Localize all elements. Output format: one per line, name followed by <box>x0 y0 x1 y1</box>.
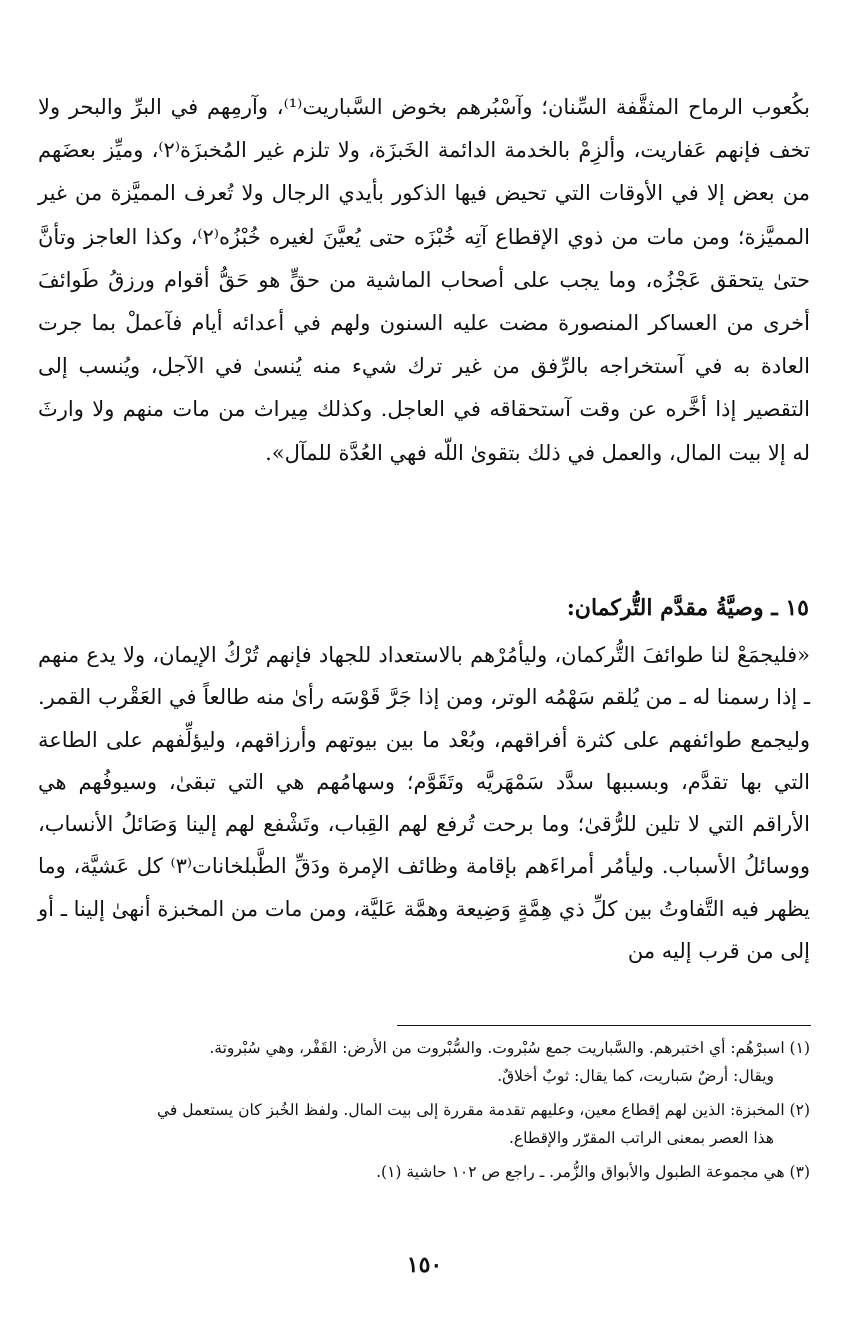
footnote-2-line-1: (٢) المخبزة: الذين لهم إقطاع معين، وعليهم تقدمة مقررة إلى بيت المال. ولفظ الخُبز كان يستعمل في <box>156 1101 810 1119</box>
footnote-2 <box>38 1096 810 1152</box>
footnote-1-line-1: (١) اسبرْهُم: أي اختبرهم. والسَّباريت جمع سُبْروت. والسُّبْروت من الأرض: القَفْر، وهي سُبْروتة. <box>209 1039 810 1057</box>
footnote-3 <box>38 1158 810 1186</box>
section-heading: ١٥ ـ وصيَّةُ مقدَّم التُّركمان: <box>566 595 809 621</box>
footnote-1-line-2: ويقال: أرضٌ سَباريت، كما يقال: ثوبٌ أخلاقٌ. <box>497 1067 774 1085</box>
footnote-1 <box>38 1034 810 1090</box>
page-number: ١٥٠ <box>406 1252 443 1278</box>
section-paragraph <box>38 634 810 972</box>
footnotes <box>38 1034 810 1192</box>
footnote-divider <box>397 1025 811 1026</box>
footnote-3-line-1: (٣) هي مجموعة الطبول والأبواق والزُّمر. ـ راجع ص ١٠٢ حاشية (١). <box>376 1163 810 1181</box>
main-paragraph <box>38 86 810 475</box>
footnote-2-line-2: هذا العصر بمعنى الراتب المقرّر والإقطاع. <box>508 1129 774 1147</box>
section-paragraph-text: «فليجمَعْ لنا طوائفَ التُّركمان، وليأمُرْهم بالاستعداد للجهاد فإنهم تُرْكُ الإيمان، ولا يدع منهم ـ إذا رسمنا له ـ من يُلقم سَهْمُه الوتر، ومن إذا جَرَّ قَوْسَه رأىٰ منه طالعاً في العَقْرب القمر. وليجمع طوائفهم على كثرة أفراقهم، وبُعْد ما بين بيوتهم وأرزاقهم، وليؤلِّفهم على الطاعة التي بها تقدَّم، وبسببها سدَّد سَمْهَريَّه وتَقَوَّم؛ وسهامُهم هي التي تبقىٰ، وسيوفُهم هي الأراقم التي لا تلين للرُّقىٰ؛ وما برحت تُرفع لهم القِباب، وتَشْفع لهم إلينا وَصَائلُ الأنساب، ووسائلُ الأسباب. وليأمُر أمراءَهم بإقامة وظائف الإمرة ودَقِّ الطَّبلخانات⁽٣⁾ كل عَشيَّة، وما يظهر فيه التَّفاوتُ بين كلِّ ذي هِمَّةٍ وَضِيعة وهمَّة عَليَّة، ومن مات من المخبزة أنهىٰ إلينا ـ أو إلى من قرب إليه من <box>38 643 811 964</box>
paragraph-text: بكُعوب الرماح المثقَّفة السِّنان؛ وآسْبُرهم بخوض السَّباريت⁽¹⁾، وآرمِهم في البرِّ والبحر ولا تخف فإنهم عَفاريت، وألزِمْ بالخدمة الدائمة الخَبزَة، ولا تلزم غير المُخبزَة⁽٢⁾، وميِّز بعضَهم من بعض إلا في الأوقات التي تحيض فيها الذكور بأيدي الرجال ولا تُعرف المميَّزة من غير المميَّزة؛ ومن مات من ذوي الإقطاع آتِه خُبْزَه حتى يُعيَّنَ لغيره خُبْزُه⁽٢⁾، وكذا العاجز وتأنَّ حتىٰ يتحقق عَجْزُه، وما يجب على أصحاب الماشية من حقٍّ هو حَقُّ أقوام ورزقُ طَوائفَ أخرى من العساكر المنصورة مضت عليه السنون ولهم في أعدائه أيام فآعملْ بما جرت العادة به في آستخراجه بالرِّفق من غير ترك شيء منه يُنسىٰ في الآجل، ويُنسب إلى التقصير إذا أخَّره عن وقت آستحقاقه في العاجل. وكذلك مِيراث من مات منهم ولا وارثَ له إلا بيت المال، والعمل في ذلك بتقوىٰ اللّه فهي العُدَّة للمآل». <box>38 95 810 465</box>
